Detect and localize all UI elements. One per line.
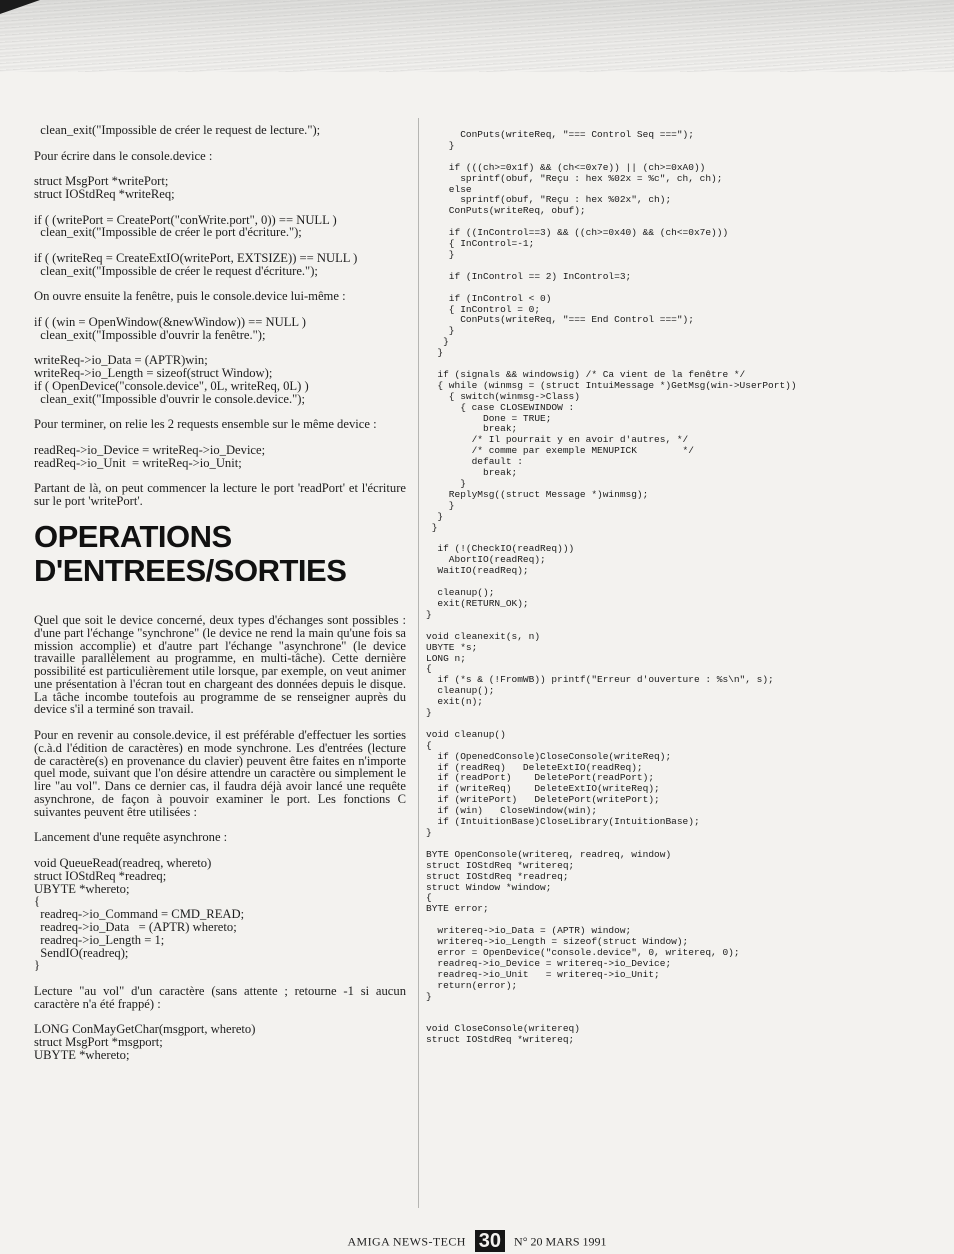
text-line: SendIO(readreq);	[34, 945, 129, 960]
text-line: if ( (writePort = CreatePort("conWrite.port", 0)) == NULL )	[34, 212, 337, 227]
section-heading	[34, 520, 406, 588]
text-line: writeReq->io_Length = sizeof(struct Window);	[34, 366, 273, 381]
text-line: readReq->io_Unit = writeReq->io_Unit;	[34, 455, 242, 470]
text-line: clean_exit("Impossible d'ouvrir la fenêtre.");	[34, 327, 266, 342]
read-on-the-fly-paragraph: Lecture "au vol" d'un caractère (sans attente ; retourne -1 si aucun caractère n'a été frappé) :	[34, 984, 406, 1011]
page-footer	[0, 1229, 954, 1252]
text-line: readreq->io_Data = (APTR) whereto;	[34, 920, 237, 935]
queue-read-function	[34, 857, 406, 972]
text-line: clean_exit("Impossible de créer le request de lecture.");	[34, 123, 321, 137]
left-column	[34, 124, 406, 1062]
text-line: if ( OpenDevice("console.device", 0L, writeReq, 0L) )	[34, 378, 309, 393]
text-line: }	[34, 958, 41, 973]
issue-date: N° 20 MARS 1991	[514, 1234, 607, 1249]
link-requests-code	[34, 444, 406, 470]
text-line: struct IOStdReq *writeReq;	[34, 186, 175, 201]
text-line: struct MsgPort *writePort;	[34, 174, 169, 189]
code-listing: ConPuts(writeReq, "=== Control Seq ==="); } if (((ch>=0x1f) && (ch<=0x7e)) || (ch>=0xA0)) sprintf(obuf, "Reçu : hex %02x = %c", ch, ch); else sprintf(obuf, "Reçu : hex %02x", ch); ConPuts(writeReq, obuf); if ((InControl==3) && ((ch>=0x40) && (ch<=0x7e))) { InControl=-1; } if (InControl == 2) InControl=3; if (InControl < 0) { InControl = 0; ConPuts(writeReq, "=== End Control ==="); } } } if (signals && windowsig) /* Ca vient de la fenêtre */ { while (winmsg = (struct IntuiMessage *)GetMsg(win->UserPort)) { switch(winmsg->Class) { case CLOSEWINDOW : Done = TRUE; break; /* Il pourrait y en avoir d'autres, */ /* comme par exemple MENUPICK */ default : break; } ReplyMsg((struct Message *)winmsg); } } } if (!(CheckIO(readReq))) AbortIO(readReq); WaitIO(readReq); cleanup(); exit(RETURN_OK); } void cleanexit(s, n) UBYTE *s; LONG n; { if (*s & (!FromWB)) printf("Erreur d'ouverture : %s\n", s); cleanup(); exit(n); } void cleanup() { if (OpenedConsole)CloseConsole(writeReq); if (readReq) DeleteExtIO(readReq); if (readPort) DeletePort(readPort); if (writeReq) DeleteExtIO(writeReq); if (writePort) DeletePort(writePort); if (win) CloseWindow(win); if (IntuitionBase)CloseLibrary(IntuitionBase); } BYTE OpenConsole(writereq, readreq, window) struct IOStdReq *writereq; struct IOStdReq *readreq; struct Window *window; { BYTE error; writereq->io_Data = (APTR) window; writereq->io_Length = sizeof(struct Window); error = OpenDevice("console.device", 0, writereq, 0); readreq->io_Device = writereq->io_Device; readreq->io_Unit = writereq->io_Unit; return(error); } void CloseConsole(writereq) struct IOStdReq *writereq;	[426, 129, 797, 1046]
right-column	[426, 130, 926, 1046]
text-line: clean_exit("Impossible d'ouvrir le console.device.");	[34, 391, 305, 406]
ports-paragraph: Partant de là, on peut commencer la lecture le port 'readPort' et l'écriture sur le port 'writePort'.	[34, 481, 406, 509]
text-line: Lancement d'une requête asynchrone :	[34, 830, 228, 845]
text-line: if ( (writeReq = CreateExtIO(writePort, EXTSIZE)) == NULL )	[34, 250, 358, 265]
link-requests-intro	[34, 418, 406, 431]
create-write-port	[34, 214, 406, 240]
text-line: UBYTE *whereto;	[34, 1048, 130, 1062]
async-request-intro	[34, 831, 406, 844]
console-write-intro	[34, 150, 406, 163]
scan-header-band	[0, 0, 954, 72]
text-line: writeReq->io_Data = (APTR)win;	[34, 353, 208, 368]
text-line: struct MsgPort *msgport;	[34, 1035, 163, 1050]
open-device-code	[34, 354, 406, 405]
heading-line: OPERATIONS	[34, 518, 232, 554]
text-line: readreq->io_Command = CMD_READ;	[34, 907, 245, 922]
column-divider	[418, 118, 419, 1208]
con-may-get-char-function	[34, 1023, 406, 1061]
text-line: Pour écrire dans le console.device :	[34, 148, 213, 163]
text-line: Pour terminer, on relie les 2 requests ensemble sur le même device :	[34, 417, 377, 432]
page-corner-mark	[0, 0, 40, 14]
code-snippet-read-request-error	[34, 124, 406, 137]
text-line: clean_exit("Impossible de créer le request d'écriture.");	[34, 263, 318, 278]
text-line: LONG ConMayGetChar(msgport, whereto)	[34, 1022, 256, 1037]
text-line: UBYTE *whereto;	[34, 881, 130, 896]
create-write-request	[34, 252, 406, 278]
heading-line: D'ENTREES/SORTIES	[34, 552, 347, 588]
text-line: void QueueRead(readreq, whereto)	[34, 856, 212, 871]
text-line: On ouvre ensuite la fenêtre, puis le console.device lui-même :	[34, 289, 346, 304]
console-modes-paragraph: Pour en revenir au console.device, il est préférable d'effectuer les sorties (c.à.d l'édition de caractères) en mode synchrone. Les d'entrées (lecture de caractère(s) en provenance du clavier) peuvent être faites en n'importe quel mode, suivant que l'on désire attendre un caractère ou simplement le lire "au vol". Dans ce dernier cas, il faudra déjà avoir lancé une requête asynchrone, de façon à pouvoir examiner le port. Les fonctions C suivantes peuvent être utilisées :	[34, 728, 406, 819]
text-line: readReq->io_Device = writeReq->io_Device;	[34, 442, 266, 457]
page-number: 30	[475, 1230, 505, 1252]
write-declarations	[34, 175, 406, 201]
text-line: readreq->io_Length = 1;	[34, 932, 165, 947]
text-line: {	[34, 894, 41, 909]
exchange-types-paragraph: Quel que soit le device concerné, deux types d'échanges sont possibles : d'une part l'échange "synchrone" (le device ne rend la main qu'une fois sa mission accomplie) et d'autre part l'échange "asynchrone" (le device travaille parallèlement au programme, en multi-tâche). Cette dernière possibilité est particulièrement utile lorsque, par exemple, on veut animer une présentation à l'écran tout en chargeant des données depuis le disque. La tâche incombe toutefois au programme de se renseigner auprès du device s'il a terminé son travail.	[34, 612, 406, 717]
text-line: if ( (win = OpenWindow(&newWindow)) == NULL )	[34, 314, 306, 329]
text-line: clean_exit("Impossible de créer le port d'écriture.");	[34, 225, 302, 240]
text-line: struct IOStdReq *readreq;	[34, 868, 167, 883]
publication-name: AMIGA NEWS-TECH	[347, 1234, 466, 1249]
open-window-code	[34, 316, 406, 342]
open-window-intro	[34, 290, 406, 303]
